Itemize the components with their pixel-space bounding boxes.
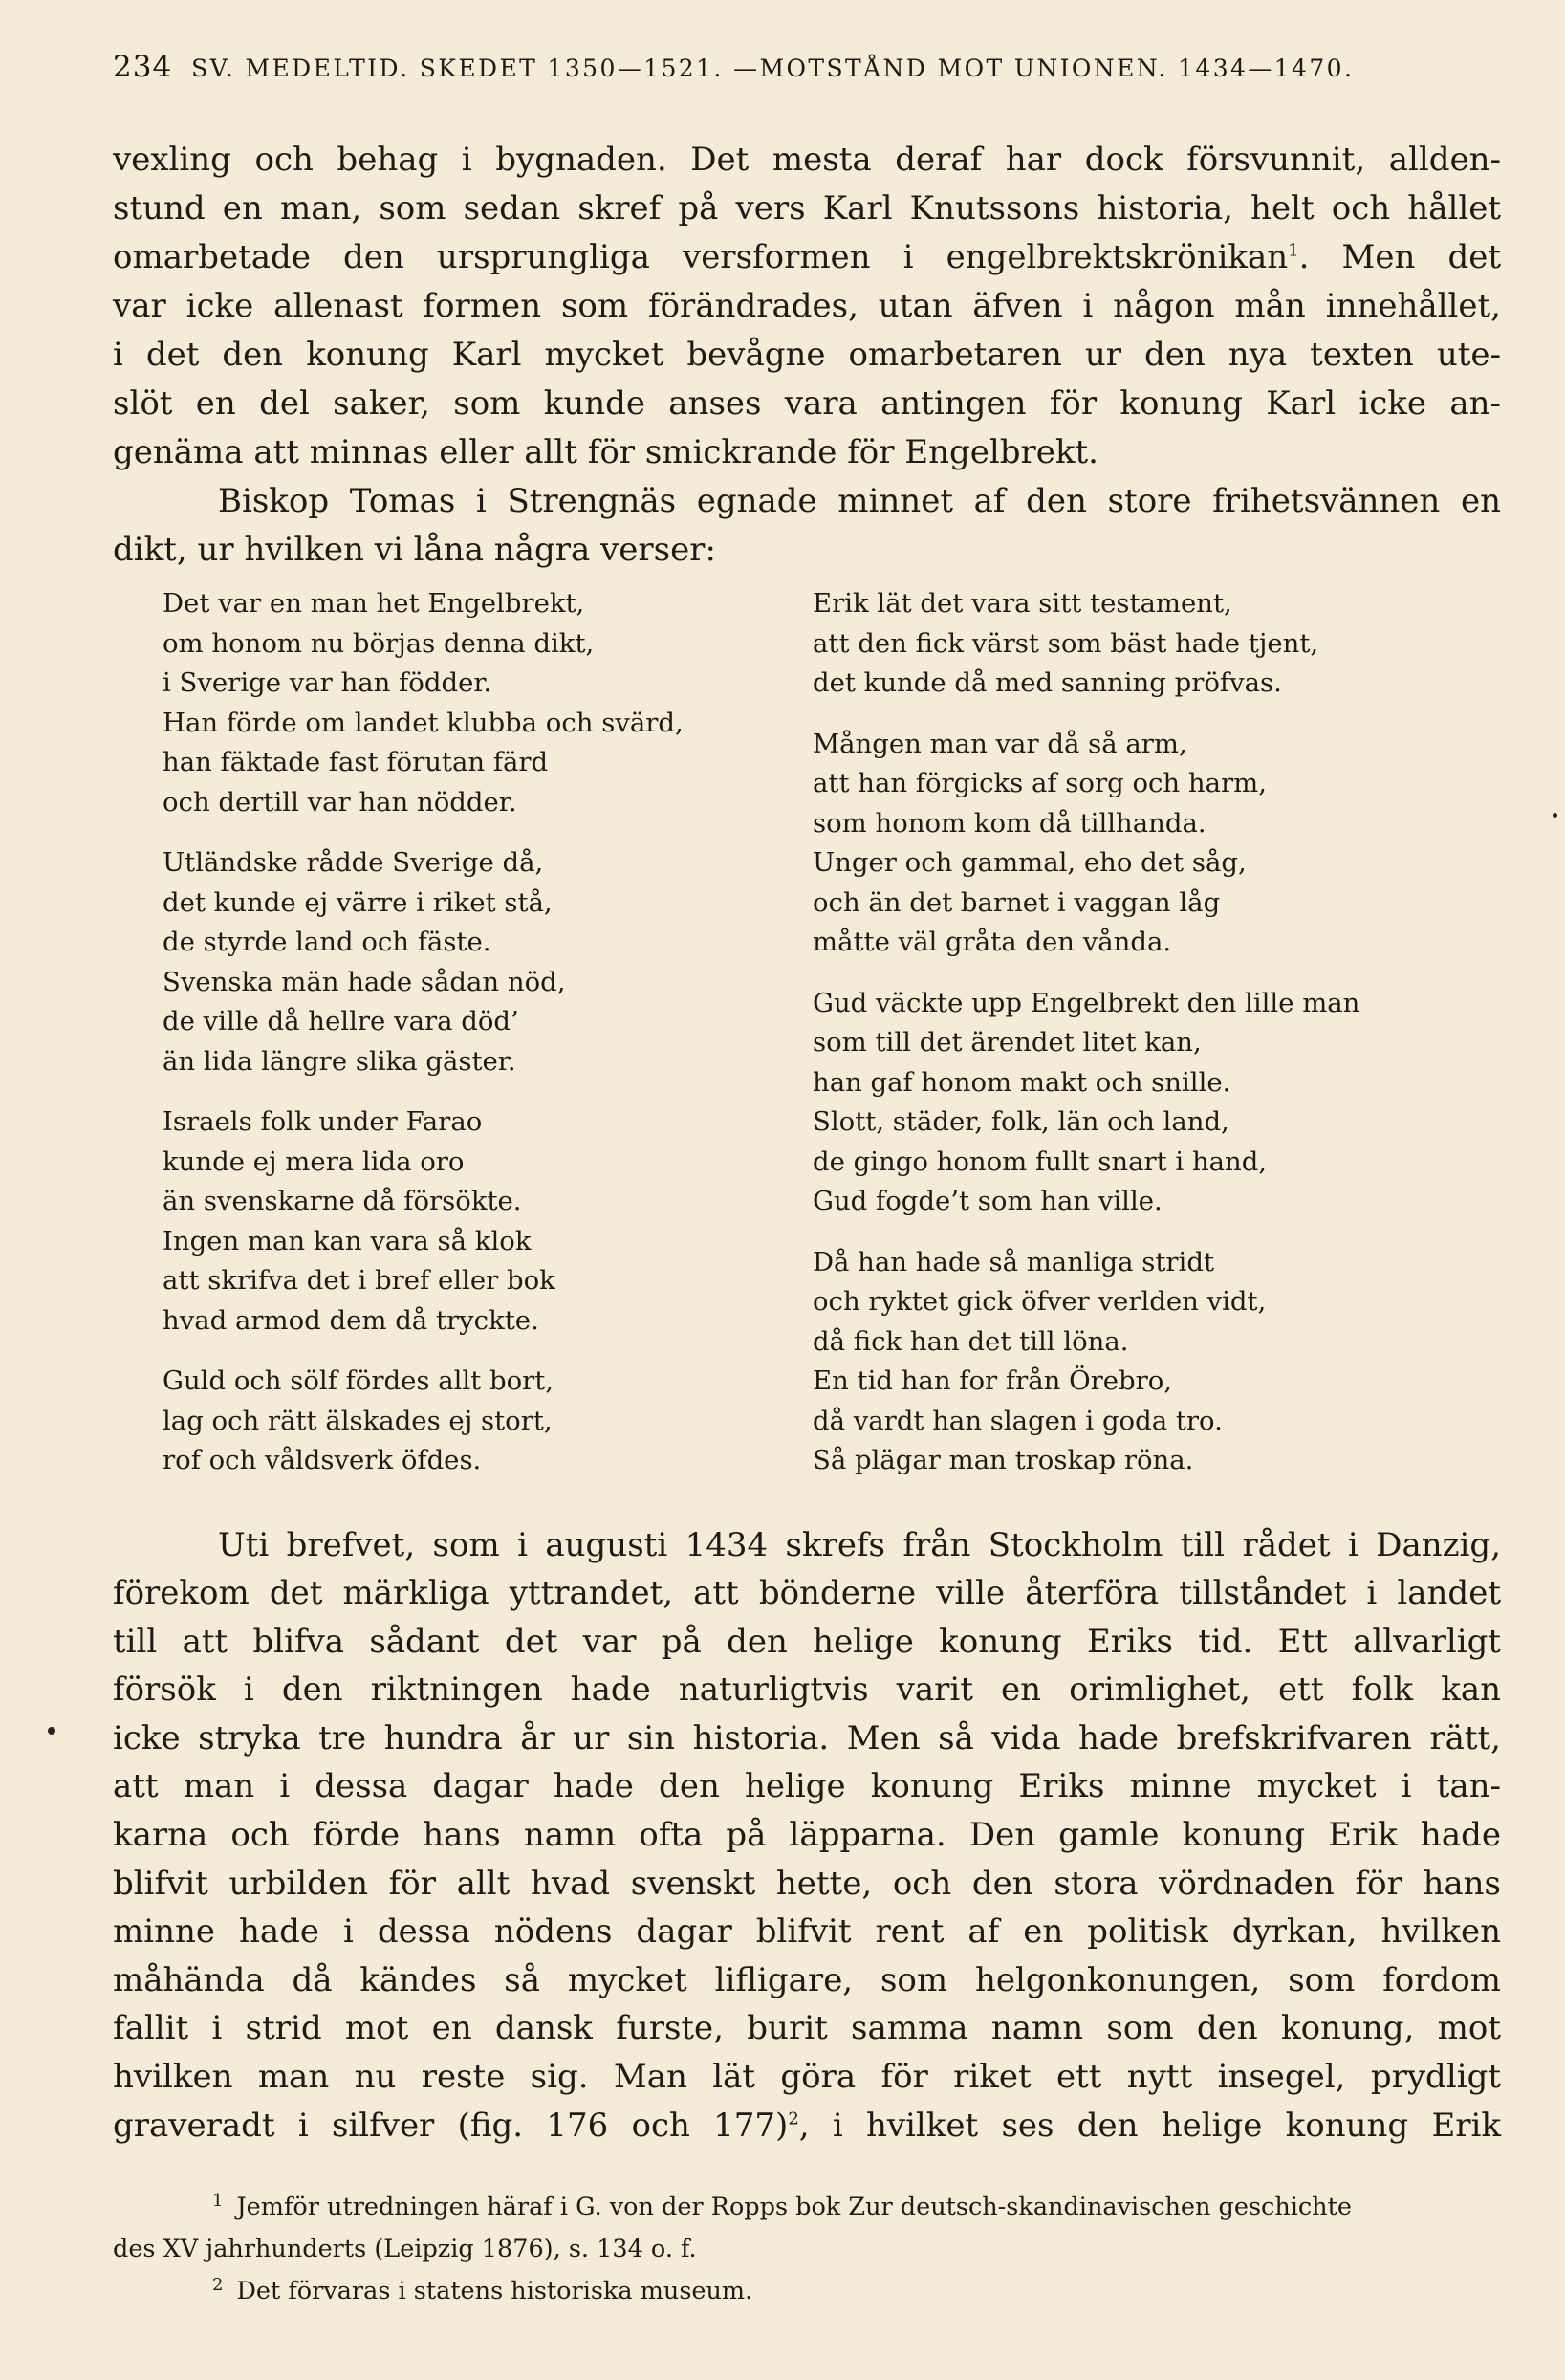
verse-line: och än det barnet i vaggan låg bbox=[813, 886, 1221, 918]
verse-line: att den fick värst som bäst hade tjent, bbox=[813, 627, 1319, 659]
footnote-ref: 1 bbox=[1288, 240, 1299, 261]
verse-line: Svenska män hade sådan nöd, bbox=[163, 966, 566, 997]
verse-line: han fäktade fast förutan färd bbox=[163, 747, 549, 777]
verse-line: om honom nu börjas denna dikt, bbox=[163, 627, 595, 659]
footnote bbox=[113, 2186, 1501, 2270]
poem bbox=[163, 584, 1501, 1502]
intro-paragraph bbox=[113, 136, 1501, 477]
footnote-text: Det förvaras i statens historiska museum. bbox=[236, 2277, 753, 2306]
footnote bbox=[113, 2270, 1501, 2312]
verse-line: Då han hade så manliga stridt bbox=[813, 1246, 1214, 1277]
footnote-line bbox=[113, 2270, 1501, 2312]
text-line: Uti brefvet, som i augusti 1434 skrefs från Stockholm till rådet i Danzig, bbox=[218, 1525, 1501, 1564]
verse-line: de styrde land och fäste. bbox=[163, 927, 491, 957]
verse-line: rof och våldsverk öfdes. bbox=[163, 1445, 482, 1475]
verse-line: då fick han det till löna. bbox=[813, 1325, 1129, 1357]
ink-speck bbox=[48, 1727, 55, 1735]
text-line: vexling och behag i bygnaden. Det mesta deraf har dock försvunnit, allden- bbox=[113, 141, 1501, 179]
stanza bbox=[163, 1103, 774, 1341]
text-line: karna och förde hans namn ofta på läpparna. Den gamle konung Erik hade bbox=[113, 1816, 1501, 1855]
ink-speck bbox=[1553, 813, 1557, 818]
text-line bbox=[113, 2102, 1501, 2151]
text-line-part: . Men det bbox=[1298, 238, 1501, 276]
text-line: förekom det märkliga yttrandet, att bönderne ville återföra tillståndet i landet bbox=[113, 1574, 1501, 1613]
text-line: icke stryka tre hundra år ur sin historia. Men så vida hade brefskrifvaren rätt, bbox=[113, 1718, 1501, 1758]
text-line: stund en man, som sedan skref på vers Karl Knutssons historia, helt och hållet bbox=[113, 189, 1501, 228]
text-line-part: omarbetade den ursprungliga versformen i engelbrektskrönikan bbox=[113, 238, 1289, 276]
text-line: dikt, ur hvilken vi låna några verser: bbox=[113, 531, 716, 569]
text-line: hvilken man nu reste sig. Man lät göra för riket ett nytt insegel, prydligt bbox=[113, 2058, 1501, 2097]
stanza bbox=[813, 725, 1482, 963]
stanza bbox=[163, 843, 774, 1081]
verse-line: de ville då hellre vara död’ bbox=[163, 1006, 519, 1037]
verse-line: Israels folk under Farao bbox=[163, 1106, 483, 1137]
verse-line: som till det ärendet litet kan, bbox=[813, 1027, 1202, 1058]
running-title: SV. MEDELTID. SKEDET 1350—1521. —MOTSTÅND MOT UNIONEN. 1434—1470. bbox=[191, 55, 1355, 82]
verse-line: En tid han for från Örebro, bbox=[813, 1365, 1173, 1396]
page-number: 234 bbox=[113, 50, 173, 84]
verse-line: än lida längre slika gäster. bbox=[163, 1045, 516, 1077]
text-line: slöt en del saker, som kunde anses vara antingen för konung Karl icke an- bbox=[113, 384, 1501, 423]
verse-line: hvad armod dem då tryckte. bbox=[163, 1304, 539, 1336]
text-line: måhända då kändes så mycket lifligare, som helgonkonungen, som fordom bbox=[113, 1960, 1501, 1999]
running-header bbox=[113, 50, 1501, 92]
text-line: minne hade i dessa nödens dagar blifvit rent af en politisk dyrkan, hvilken bbox=[113, 1912, 1501, 1952]
verse-line: Gud fogde’t som han ville. bbox=[813, 1186, 1163, 1216]
text-line: var icke allenast formen som förändrades, utan äfven i någon mån innehållet, bbox=[113, 287, 1501, 325]
footnote-line bbox=[113, 2186, 1501, 2228]
poem-intro-paragraph bbox=[113, 477, 1501, 575]
verse-line: Ingen man kan vara så klok bbox=[163, 1225, 532, 1256]
verse-line: kunde ej mera lida oro bbox=[163, 1146, 465, 1177]
verse-line: Guld och sölf fördes allt bort, bbox=[163, 1365, 554, 1396]
verse-line: att han förgicks af sorg och harm, bbox=[813, 768, 1267, 798]
verse-line: lag och rätt älskades ej stort, bbox=[163, 1405, 553, 1436]
footnotes bbox=[113, 2186, 1501, 2312]
verse-line: de gingo honom fullt snart i hand, bbox=[813, 1146, 1268, 1177]
poem-right-column bbox=[813, 584, 1482, 1502]
text-line: att man i dessa dagar hade den helige konung Eriks minne mycket i tan- bbox=[113, 1767, 1501, 1806]
main-paragraph bbox=[113, 1521, 1501, 2151]
text-line: fallit i strid mot en dansk furste, burit samma namn som den konung, mot bbox=[113, 2009, 1501, 2048]
text-line: Biskop Tomas i Strengnäs egnade minnet af den store frihetsvännen en bbox=[218, 482, 1501, 520]
footnote-line: des XV jahrhunderts (Leipzig 1876), s. 134 o. f. bbox=[113, 2235, 697, 2264]
stanza bbox=[813, 584, 1482, 704]
verse-line: Han förde om landet klubba och svärd, bbox=[163, 707, 684, 738]
footnote-number: 2 bbox=[212, 2274, 224, 2295]
footnote-ref: 2 bbox=[788, 2108, 799, 2129]
footnote-number: 1 bbox=[212, 2190, 224, 2211]
verse-line: än svenskarne då försökte. bbox=[163, 1186, 522, 1216]
text-line: i det den konung Karl mycket bevågne omarbetaren ur den nya texten ute- bbox=[113, 336, 1501, 374]
verse-line: Erik lät det vara sitt testament, bbox=[813, 588, 1232, 619]
verse-line: som honom kom då tillhanda. bbox=[813, 807, 1206, 839]
verse-line: det kunde då med sanning pröfvas. bbox=[813, 667, 1282, 698]
verse-line: det kunde ej värre i riket stå, bbox=[163, 886, 553, 918]
verse-line: att skrifva det i bref eller bok bbox=[163, 1265, 555, 1296]
verse-line: Gud väckte upp Engelbrekt den lille man bbox=[813, 987, 1360, 1018]
stanza bbox=[163, 584, 774, 822]
verse-line: måtte väl gråta den vånda. bbox=[813, 927, 1172, 957]
verse-line: Det var en man het Engelbrekt, bbox=[163, 588, 585, 619]
text-line: försök i den riktningen hade naturligtvis varit en orimlighet, ett folk kan bbox=[113, 1670, 1501, 1710]
book-page bbox=[113, 50, 1501, 2312]
verse-line: Unger och gammal, eho det såg, bbox=[813, 847, 1247, 878]
verse-line: Utländske rådde Sverige då, bbox=[163, 847, 544, 878]
poem-left-column bbox=[163, 584, 774, 1502]
verse-line: då vardt han slagen i goda tro. bbox=[813, 1405, 1223, 1436]
verse-line: i Sverige var han födder. bbox=[163, 667, 492, 698]
footnote-text: Jemför utredningen häraf i G. von der Ropps bok Zur deutsch-skandinavischen geschichte bbox=[236, 2193, 1352, 2222]
verse-line: och dertill var han nödder. bbox=[163, 786, 517, 818]
text-line-part: , i hvilket ses den helige konung Erik bbox=[798, 2106, 1501, 2145]
verse-line: Slott, städer, folk, län och land, bbox=[813, 1106, 1229, 1137]
verse-line: och ryktet gick öfver verlden vidt, bbox=[813, 1286, 1267, 1317]
stanza bbox=[813, 984, 1482, 1222]
text-line: genäma att minnas eller allt för smickrande för Engelbrekt. bbox=[113, 433, 1098, 471]
verse-line: Mången man var då så arm, bbox=[813, 728, 1187, 759]
text-line: till att blifva sådant det var på den helige konung Eriks tid. Ett allvarligt bbox=[113, 1622, 1501, 1661]
text-line bbox=[113, 233, 1501, 282]
text-line: blifvit urbilden för allt hvad svenskt hette, och den stora vördnaden för hans bbox=[113, 1864, 1501, 1903]
verse-line: Så plägar man troskap röna. bbox=[813, 1445, 1194, 1475]
stanza bbox=[813, 1243, 1482, 1481]
verse-line: han gaf honom makt och snille. bbox=[813, 1066, 1231, 1098]
text-line-part: graveradt i silfver (fig. 176 och 177) bbox=[113, 2106, 789, 2145]
stanza bbox=[163, 1362, 774, 1481]
